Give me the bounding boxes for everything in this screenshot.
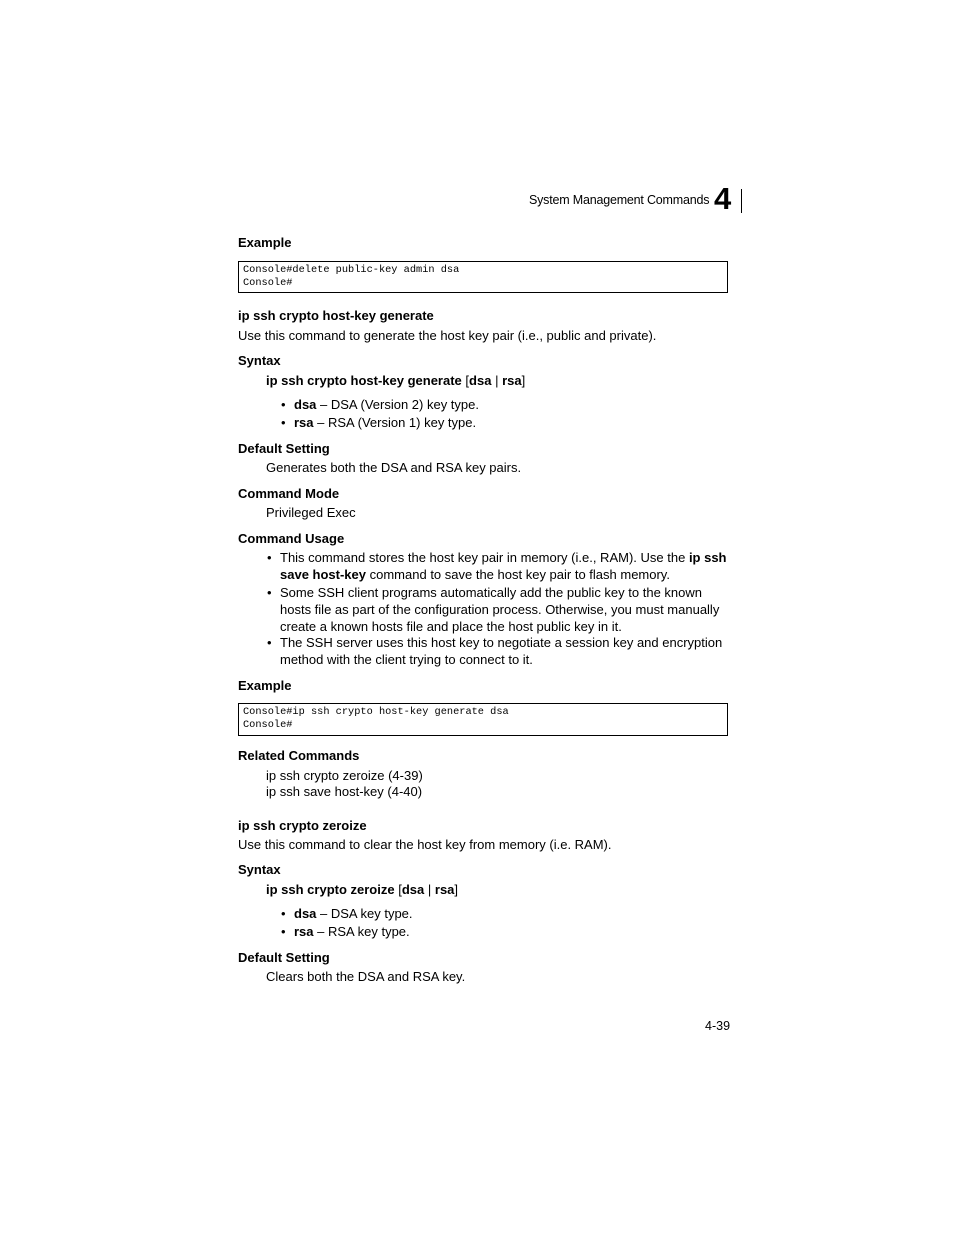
syntax-command: ip ssh crypto host-key generate bbox=[266, 373, 462, 388]
example-heading: Example bbox=[238, 678, 292, 693]
param-name: dsa bbox=[294, 906, 317, 921]
param-desc: – DSA (Version 2) key type. bbox=[320, 397, 479, 412]
chapter-number: 4 bbox=[714, 181, 732, 216]
example-heading: Example bbox=[238, 235, 292, 250]
usage-text: command to save the host key pair to flash memory. bbox=[369, 567, 670, 582]
running-header: System Management Commands bbox=[529, 193, 710, 207]
related-command-link: ip ssh save host-key (4-40) bbox=[266, 784, 423, 799]
command-usage-heading: Command Usage bbox=[238, 531, 345, 546]
syntax-bracket: ] bbox=[454, 882, 459, 897]
param-item bbox=[281, 906, 413, 921]
code-line: Console# bbox=[243, 277, 293, 289]
usage-command-ref: ip ssh save host-key bbox=[280, 550, 727, 582]
syntax-option: rsa bbox=[502, 373, 522, 388]
default-setting-text: Generates both the DSA and RSA key pairs. bbox=[266, 460, 522, 475]
usage-item bbox=[267, 584, 728, 635]
param-name: rsa bbox=[294, 415, 314, 430]
usage-text: The SSH server uses this host key to negotiate a session key and encryption method with the client trying to connect to it. bbox=[280, 635, 723, 667]
command-mode-text: Privileged Exec bbox=[266, 505, 356, 520]
syntax-bracket: [ bbox=[465, 373, 470, 388]
param-item bbox=[281, 924, 410, 939]
code-line: Console# bbox=[243, 719, 293, 731]
syntax-bracket: ] bbox=[521, 373, 526, 388]
code-line: Console#ip ssh crypto host-key generate dsa bbox=[243, 706, 509, 718]
code-line: Console#delete public-key admin dsa bbox=[243, 264, 460, 276]
bullet: • bbox=[281, 906, 286, 921]
syntax-option: dsa bbox=[401, 882, 425, 897]
syntax-heading: Syntax bbox=[238, 353, 281, 368]
related-command-link: ip ssh crypto zeroize (4-39) bbox=[266, 768, 423, 783]
usage-item bbox=[267, 549, 728, 583]
usage-text: Some SSH client programs automatically add the public key to the known hosts file as part of the configuration process. Otherwise, you must manually create a known hosts file and place the host public key in it. bbox=[280, 585, 720, 634]
bullet: • bbox=[281, 924, 286, 939]
chapter-rule bbox=[741, 189, 742, 213]
command-title-host-key-generate: ip ssh crypto host-key generate bbox=[238, 308, 434, 323]
bullet: • bbox=[267, 550, 272, 565]
param-desc: – RSA (Version 1) key type. bbox=[317, 415, 477, 430]
code-example-host-key-generate bbox=[238, 703, 728, 736]
syntax-separator: | bbox=[427, 882, 432, 897]
command-description: Use this command to generate the host key pair (i.e., public and private). bbox=[238, 328, 657, 343]
usage-text: This command stores the host key pair in memory (i.e., RAM). Use the bbox=[280, 550, 686, 565]
syntax-bracket: [ bbox=[398, 882, 402, 897]
param-item bbox=[281, 415, 477, 430]
command-title-zeroize: ip ssh crypto zeroize bbox=[238, 818, 367, 833]
bullet: • bbox=[267, 635, 272, 650]
syntax-option: rsa bbox=[434, 882, 455, 897]
default-setting-heading: Default Setting bbox=[238, 441, 330, 456]
syntax-separator: | bbox=[495, 373, 499, 388]
syntax-line bbox=[266, 373, 525, 388]
param-name: rsa bbox=[294, 924, 314, 939]
syntax-command: ip ssh crypto zeroize bbox=[266, 882, 395, 897]
param-desc: – DSA key type. bbox=[320, 906, 413, 921]
bullet: • bbox=[281, 415, 286, 430]
param-item bbox=[281, 397, 479, 412]
bullet: • bbox=[281, 397, 286, 412]
syntax-option: dsa bbox=[469, 373, 492, 388]
related-commands-heading: Related Commands bbox=[238, 748, 360, 763]
syntax-heading: Syntax bbox=[238, 862, 281, 877]
code-example-delete-public-key bbox=[238, 261, 728, 293]
param-desc: – RSA key type. bbox=[317, 924, 410, 939]
usage-item bbox=[267, 634, 728, 668]
command-description: Use this command to clear the host key from memory (i.e. RAM). bbox=[238, 837, 612, 852]
param-name: dsa bbox=[294, 397, 317, 412]
bullet: • bbox=[267, 585, 272, 600]
default-setting-heading: Default Setting bbox=[238, 950, 330, 965]
command-mode-heading: Command Mode bbox=[238, 486, 340, 501]
default-setting-text: Clears both the DSA and RSA key. bbox=[266, 969, 466, 984]
page-number: 4-39 bbox=[705, 1019, 731, 1033]
syntax-line bbox=[266, 882, 458, 897]
